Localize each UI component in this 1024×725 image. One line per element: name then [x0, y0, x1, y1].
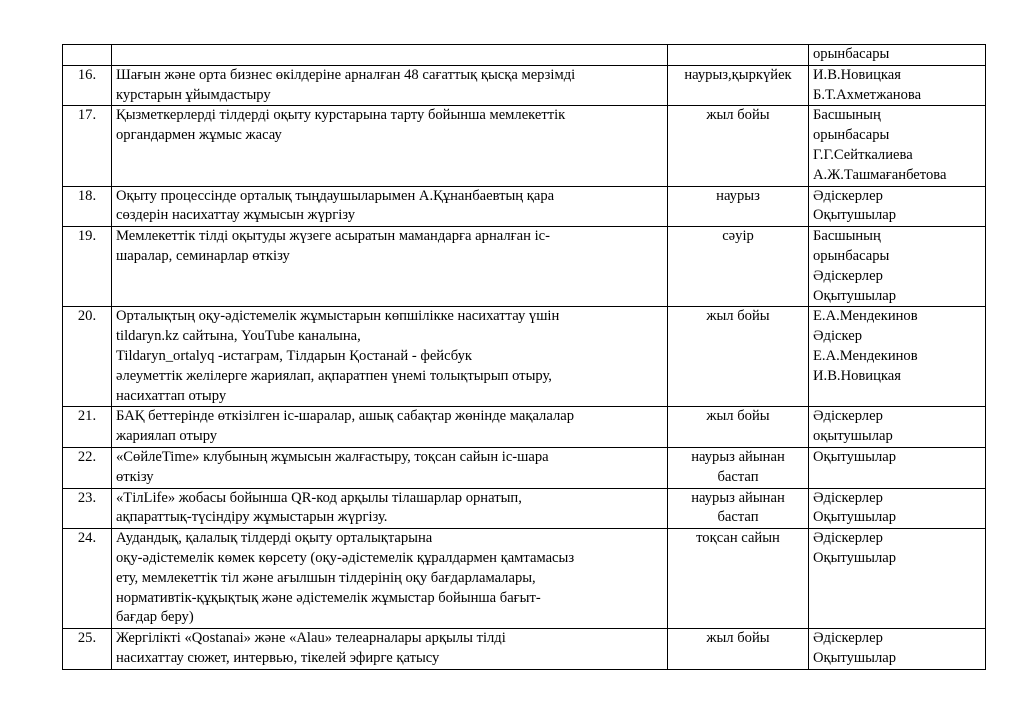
responsible-cell — [809, 488, 986, 529]
table-row — [63, 106, 986, 186]
row-number-cell: 25. — [63, 629, 112, 670]
responsible-line: Әдіскерлер — [813, 187, 883, 204]
deadline-cell — [668, 186, 809, 227]
deadline-cell — [668, 407, 809, 448]
responsible-cell — [809, 65, 986, 106]
activity-cell — [112, 629, 668, 670]
deadline-cell — [668, 227, 809, 307]
activity-cell — [112, 307, 668, 407]
deadline-line: наурыз,қыркүйек — [684, 66, 792, 83]
responsible-line: орынбасары — [813, 247, 890, 264]
table-row — [63, 186, 986, 227]
table-body — [63, 45, 986, 670]
row-number-cell: 19. — [63, 227, 112, 307]
activity-line: насихаттап отыру — [116, 387, 227, 404]
responsible-line: Әдіскерлер — [813, 267, 883, 284]
deadline-line: бастап — [717, 509, 759, 526]
activity-line: tildaryn.kz сайтына, YouTube каналына, — [116, 328, 361, 345]
row-number-cell: 16. — [63, 65, 112, 106]
responsible-cell — [809, 45, 986, 66]
responsible-line: Оқытушылар — [813, 509, 897, 526]
deadline-line: наурыз — [716, 187, 760, 204]
responsible-cell — [809, 307, 986, 407]
activity-cell — [112, 227, 668, 307]
responsible-cell — [809, 227, 986, 307]
table-row — [63, 45, 986, 66]
responsible-line: Басшының — [813, 107, 881, 124]
responsible-cell — [809, 186, 986, 227]
responsible-line: орынбасары — [813, 46, 890, 62]
activity-line: БАҚ беттерінде өткізілген іс-шаралар, ашық сабақтар жөнінде мақалалар — [116, 408, 575, 425]
deadline-line: тоқсан сайын — [696, 530, 780, 547]
activity-line: Қызметкерлерді тілдерді оқыту курстарына тарту бойынша мемлекеттік — [116, 107, 566, 124]
row-number-cell: 17. — [63, 106, 112, 186]
activity-line: Tildaryn_ortalyq -истаграм, Тілдарын Қостанай - фейсбук — [116, 347, 473, 364]
deadline-line: наурыз айынан — [691, 489, 785, 506]
deadline-cell — [668, 307, 809, 407]
responsible-line: Б.Т.Ахметжанова — [813, 86, 922, 103]
activity-line: курстарын ұйымдастыру — [116, 86, 271, 103]
responsible-line: И.В.Новицкая — [813, 66, 901, 83]
row-number-cell: 24. — [63, 529, 112, 629]
table-row — [63, 488, 986, 529]
table-row — [63, 407, 986, 448]
deadline-cell — [668, 447, 809, 488]
responsible-line: оқытушылар — [813, 428, 893, 445]
action-plan-table — [62, 44, 986, 670]
activity-cell — [112, 529, 668, 629]
row-number-cell: 22. — [63, 447, 112, 488]
activity-line: шаралар, семинарлар өткізу — [116, 247, 290, 264]
responsible-cell — [809, 106, 986, 186]
activity-line: Оқыту процессінде орталық тыңдаушыларымен А.Құнанбаевтың қара — [116, 187, 555, 204]
activity-line: «ТілLife» жобасы бойынша QR-код арқылы тілашарлар орнатып, — [116, 489, 522, 506]
activity-cell — [112, 106, 668, 186]
deadline-cell — [668, 529, 809, 629]
activity-line: ету, мемлекеттік тіл және ағылшын тілдерінің оқу бағдарламалары, — [116, 569, 536, 586]
table-row — [63, 447, 986, 488]
row-number-cell: 23. — [63, 488, 112, 529]
deadline-cell — [668, 629, 809, 670]
deadline-line: жыл бойы — [706, 107, 770, 124]
activity-line: бағдар беру) — [116, 609, 194, 626]
responsible-line: Е.А.Мендекинов — [813, 308, 918, 325]
responsible-line: Әдіскерлер — [813, 630, 883, 647]
activity-cell — [112, 186, 668, 227]
activity-line: Аудандық, қалалық тілдерді оқыту орталықтарына — [116, 530, 433, 547]
activity-line: «СөйлеTime» клубының жұмысын жалғастыру, тоқсан сайын іс-шара — [116, 448, 549, 465]
responsible-line: Әдіскерлер — [813, 489, 883, 506]
activity-cell — [112, 447, 668, 488]
table-row — [63, 529, 986, 629]
responsible-cell — [809, 407, 986, 448]
deadline-cell — [668, 45, 809, 66]
responsible-line: И.В.Новицкая — [813, 367, 901, 384]
table-row — [63, 227, 986, 307]
row-number-cell: 18. — [63, 186, 112, 227]
responsible-line: Оқытушылар — [813, 649, 897, 666]
deadline-line: сәуір — [722, 228, 754, 245]
deadline-line: бастап — [717, 468, 759, 485]
activity-line: Шағын және орта бизнес өкілдеріне арналған 48 сағаттық қысқа мерзімді — [116, 66, 576, 83]
responsible-line: Оқытушылар — [813, 287, 897, 304]
activity-cell — [112, 45, 668, 66]
responsible-cell — [809, 529, 986, 629]
deadline-cell — [668, 65, 809, 106]
activity-cell — [112, 407, 668, 448]
responsible-line: Оқытушылар — [813, 207, 897, 224]
responsible-line: Әдіскерлер — [813, 530, 883, 547]
activity-line: сөздерін насихаттау жұмысын жүргізу — [116, 207, 356, 224]
deadline-line: жыл бойы — [706, 308, 770, 325]
activity-line: жариялап отыру — [116, 428, 218, 445]
deadline-cell — [668, 106, 809, 186]
activity-line: оқу-әдістемелік көмек көрсету (оқу-әдістемелік құралдармен қамтамасыз — [116, 549, 575, 566]
responsible-line: орынбасары — [813, 127, 890, 144]
table-row — [63, 65, 986, 106]
responsible-cell — [809, 629, 986, 670]
activity-line: Орталықтың оқу-әдістемелік жұмыстарын көпшілікке насихаттау үшін — [116, 308, 560, 325]
table-row — [63, 307, 986, 407]
responsible-line: Әдіскер — [813, 328, 862, 345]
responsible-line: Е.А.Мендекинов — [813, 347, 918, 364]
responsible-line: Оқытушылар — [813, 549, 897, 566]
activity-line: ақпараттық-түсіндіру жұмыстарын жүргізу. — [116, 509, 388, 526]
deadline-line: наурыз айынан — [691, 448, 785, 465]
activity-cell — [112, 488, 668, 529]
responsible-cell — [809, 447, 986, 488]
table-row — [63, 629, 986, 670]
activity-line: өткізу — [116, 468, 154, 485]
deadline-line: жыл бойы — [706, 408, 770, 425]
activity-line: насихаттау сюжет, интервью, тікелей эфирге қатысу — [116, 649, 440, 666]
responsible-line: Оқытушылар — [813, 448, 897, 465]
activity-line: органдармен жұмыс жасау — [116, 127, 282, 144]
responsible-line: Басшының — [813, 228, 881, 245]
row-number-cell: 21. — [63, 407, 112, 448]
deadline-cell — [668, 488, 809, 529]
deadline-line: жыл бойы — [706, 630, 770, 647]
activity-cell — [112, 65, 668, 106]
responsible-line: Г.Г.Сейткалиева — [813, 146, 913, 163]
activity-line: Мемлекеттік тілді оқытуды жүзеге асыратын мамандарға арналған іс- — [116, 228, 550, 245]
activity-line: әлеуметтік желілерге жариялап, ақпаратпен үнемі толықтырып отыру, — [116, 367, 552, 384]
responsible-line: А.Ж.Ташмағанбетова — [813, 166, 947, 183]
activity-line: нормативтік-құқықтық және әдістемелік жұмыстар бойынша бағыт- — [116, 589, 541, 606]
row-number-cell — [63, 45, 112, 66]
activity-line: Жергілікті «Qostanai» және «Alau» телеарналары арқылы тілді — [116, 630, 506, 647]
responsible-line: Әдіскерлер — [813, 408, 883, 425]
row-number-cell: 20. — [63, 307, 112, 407]
